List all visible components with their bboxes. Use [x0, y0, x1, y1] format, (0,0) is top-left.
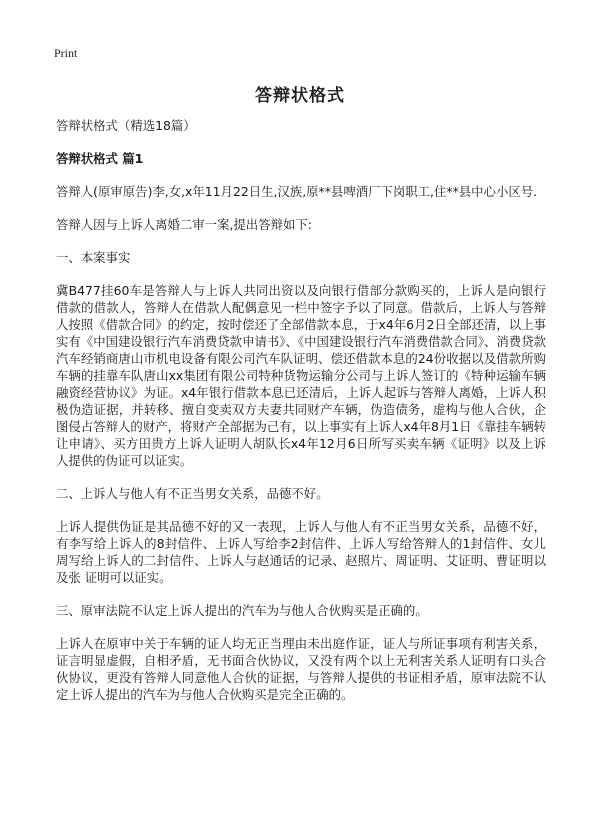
paragraph-heading-facts: 一、本案事实	[56, 250, 131, 265]
paragraph-conduct: 上诉人提供伪证是其品德不好的又一表现，上诉人与他人有不正当男女关系，品德不好，有李写给上诉人的8封信件、上诉人写给李2封信件、上诉人写给答辩人的1封信件、女儿周写给上诉人的二封信件、上诉人与赵通话的记录、赵照片、周证明、艾证明、曹证明以及张 证明可以证实。	[56, 519, 546, 585]
paragraph-respondent-info: 答辩人(原审原告)李,女,x年11月22日生,汉族,原**县啤酒厂下岗职工,住**县中心小区号.	[56, 184, 538, 199]
print-link[interactable]: Print	[54, 46, 78, 60]
section-heading: 答辩状格式 篇1	[56, 151, 144, 166]
paragraph-heading-ruling: 三、原审法院不认定上诉人提出的汽车为与他人合伙购买是正确的。	[56, 603, 428, 618]
document-title: 答辩状格式	[255, 86, 345, 106]
document-body	[56, 117, 546, 703]
paragraph-ruling: 上诉人在原审中关于车辆的证人均无正当理由未出庭作证，证人与所证事项有利害关系，证言明显虚假，自相矛盾，无书面合伙协议，又没有两个以上无利害关系人证明有口头合伙协议，更没有答辩人同意他人合伙的证据，与答辩人提供的书证相矛盾，原审法院不认定上诉人提出的汽车为与他人合伙购买是完全正确的。	[56, 636, 546, 702]
paragraph-heading-conduct: 二、上诉人与他人有不正当男女关系，品德不好。	[56, 486, 329, 501]
paragraph-intro: 答辩人因与上诉人离婚二审一案,提出答辩如下:	[56, 217, 312, 232]
document-subtitle: 答辩状格式（精选18篇）	[56, 118, 196, 133]
paragraph-facts: 冀B477挂60车是答辩人与上诉人共同出资以及向银行借部分款购买的，上诉人是向银行借款的借款人，答辩人在借款人配偶意见一栏中签字予以了同意。借款后，上诉人与答辩人按照《借款合同》的约定，按时偿还了全部借款本息，于x4年6月2日全部还清，以上事实有《中国建设银行汽车消费贷款申请书》、《中国建设银行汽车消费借款合同》、消费贷款汽车经销商唐山市机电设备有限公司汽车队证明、偿还借款本息的24份收据以及借款所购车辆的挂靠车队唐山xx集团有限公司特种货物运输分公司与上诉人签订的《特种运输车辆融资经营协议》为证。x4年银行借款本息已还清后，上诉人起诉与答辩人离婚，上诉人积极伪造证据，并转移、擅自变卖双方夫妻共同财产车辆，伪造债务，虚构与他人合伙，企图侵占答辩人的财产，将财产全部据为己有，以上事实有上诉人x4年8月1日《靠挂车辆转让申请》、买方田贵方上诉人证明人胡队长x4年12月6日所写买卖车辆《证明》以及上诉人提供的伪证可以证实。	[56, 283, 546, 468]
